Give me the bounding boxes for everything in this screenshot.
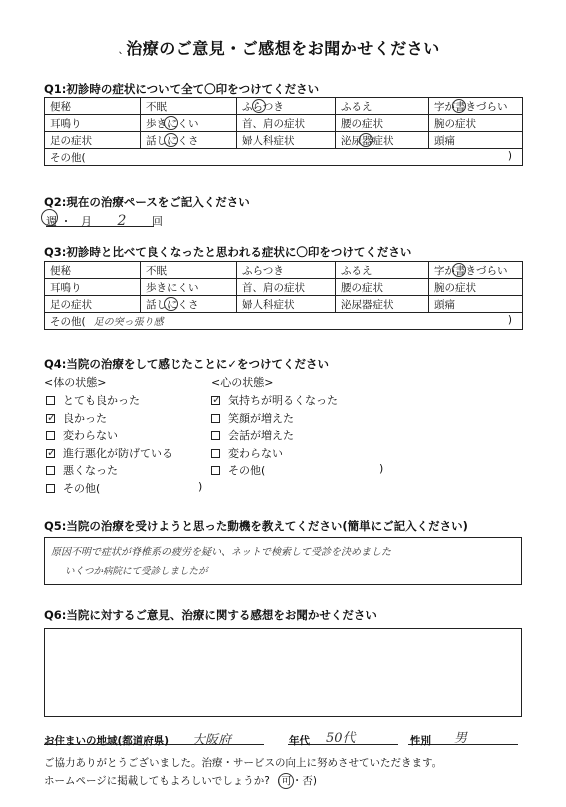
symptom-label: ふらつき <box>242 264 284 277</box>
q2-unit: 回 <box>151 215 163 228</box>
symptom-cell[interactable] <box>45 279 141 296</box>
symptom-cell[interactable] <box>141 279 237 296</box>
q5-answer-box[interactable] <box>44 537 522 585</box>
symptom-label-circled: 歩きにくい <box>146 117 199 130</box>
other-close: ) <box>379 462 384 476</box>
other-close: ) <box>507 314 512 326</box>
checkbox-label: 良かった <box>63 411 107 425</box>
table-row <box>45 296 523 313</box>
age-value[interactable]: 50代 <box>326 731 356 746</box>
symptom-cell[interactable] <box>429 262 523 279</box>
checkbox[interactable] <box>211 431 220 440</box>
q2-selection-circle <box>41 209 58 226</box>
checkbox-item[interactable] <box>211 392 338 408</box>
symptom-label: 不眠 <box>146 100 167 113</box>
checkbox[interactable] <box>46 431 55 440</box>
region-value[interactable]: 大阪府 <box>192 733 232 748</box>
table-row <box>45 115 523 132</box>
q3-heading: Q3:初診時と比べて良くなったと思われる症状に〇印をつけてください <box>44 245 412 259</box>
permission-no[interactable]: 否 <box>302 775 313 787</box>
symptom-label-circled: ふらつき <box>242 100 284 113</box>
symptom-cell[interactable] <box>141 115 237 132</box>
permission-row: ホームページに掲載してもよろしいでしょうか? (可 ・否) <box>44 775 317 787</box>
symptom-label-circled: 話しにくさ <box>146 134 199 147</box>
selection-circle <box>164 116 178 130</box>
symptom-cell[interactable] <box>429 115 523 132</box>
checkbox[interactable] <box>211 449 220 458</box>
selection-circle <box>452 263 466 277</box>
symptom-cell[interactable] <box>141 98 237 115</box>
other-row <box>45 313 523 330</box>
region-label: お住まいの地域(都道府県) <box>44 735 170 747</box>
selection-circle <box>452 99 466 113</box>
symptom-label: 便秘 <box>50 100 71 113</box>
symptom-cell[interactable] <box>45 296 141 313</box>
q2-week[interactable]: 週 <box>46 215 57 228</box>
other-close: ) <box>198 480 203 493</box>
symptom-cell[interactable] <box>237 98 336 115</box>
symptom-cell[interactable] <box>45 115 141 132</box>
symptom-label: 腕の症状 <box>434 117 476 130</box>
symptom-cell[interactable] <box>141 296 237 313</box>
q2-month[interactable]: 月 <box>81 215 92 228</box>
checkbox[interactable] <box>211 466 220 475</box>
checkbox-label: 変わらない <box>228 446 283 460</box>
symptom-cell[interactable] <box>237 262 336 279</box>
q2-pace-line: 週 ・ 月 2 回 <box>46 213 163 229</box>
checkbox-item[interactable] <box>46 427 118 443</box>
permission-yes[interactable]: 可 <box>281 775 292 787</box>
other-cell[interactable] <box>45 149 523 166</box>
symptom-cell[interactable] <box>336 279 429 296</box>
checkbox-item[interactable] <box>211 410 294 426</box>
symptom-cell[interactable] <box>45 262 141 279</box>
permission-question: ホームページに掲載してもよろしいでしょうか? <box>44 775 270 787</box>
checkbox-label: 変わらない <box>63 429 118 443</box>
checkbox-item[interactable] <box>46 480 203 496</box>
symptom-cell[interactable] <box>336 115 429 132</box>
symptom-label: 首、肩の症状 <box>242 117 305 130</box>
symptom-label: 婦人科症状 <box>242 134 295 147</box>
symptom-label: 足の症状 <box>50 134 92 147</box>
selection-circle <box>164 297 178 311</box>
symptom-label-circled: 字が書きづらい <box>434 100 508 113</box>
symptom-label-circled: 話しにくさ <box>146 298 199 311</box>
q4-heading: Q4:当院の治療をして感じたことに✓をつけてください <box>44 357 330 371</box>
page-title: 治療のご意見・ご感想をお聞かせください <box>126 39 440 58</box>
checkbox-item[interactable] <box>211 445 283 461</box>
selection-circle <box>164 133 178 147</box>
symptom-cell[interactable] <box>237 296 336 313</box>
q2-count-value[interactable]: 2 <box>117 213 127 229</box>
q2-underline <box>46 226 154 227</box>
q6-heading: Q6:当院に対するご意見、治療に関する感想をお聞かせください <box>44 608 377 622</box>
symptom-label-circled: 泌尿器症状 <box>341 134 394 147</box>
check-icon: ✓ <box>47 410 57 424</box>
symptom-label: 頭痛 <box>434 134 455 147</box>
symptom-cell[interactable] <box>237 279 336 296</box>
checkbox-label: 会話が増えた <box>228 429 294 443</box>
table-row <box>45 132 523 149</box>
table-row <box>45 98 523 115</box>
checkbox[interactable] <box>46 466 55 475</box>
q1-symptom-table <box>44 97 523 166</box>
checkbox-item[interactable] <box>211 427 294 443</box>
checkbox-label: その他( <box>228 464 266 478</box>
checkbox-label: その他( <box>63 482 101 495</box>
checkbox[interactable] <box>46 484 55 493</box>
symptom-label: 腰の症状 <box>341 117 383 130</box>
checkbox-label: 進行悪化が防げている <box>63 446 173 460</box>
check-icon: ✓ <box>212 393 222 406</box>
other-label: その他( <box>50 316 86 328</box>
symptom-cell[interactable] <box>429 279 523 296</box>
symptom-cell[interactable] <box>429 296 523 313</box>
symptom-label: 首、肩の症状 <box>242 281 305 294</box>
selection-circle <box>252 99 266 113</box>
symptom-label-circled: 字が書きづらい <box>434 264 508 277</box>
checkbox[interactable] <box>211 414 220 423</box>
symptom-cell[interactable] <box>429 98 523 115</box>
check-icon: ✓ <box>47 445 57 459</box>
title-bullet: ˎ <box>118 40 124 54</box>
checkbox-item[interactable] <box>211 462 384 478</box>
other-cell[interactable] <box>45 313 523 330</box>
symptom-label: 歩きにくい <box>146 281 199 294</box>
thanks-text: ご協力ありがとうございました。治療・サービスの向上に努めさせていただきます。 <box>44 757 443 769</box>
gender-label: 性別 <box>410 735 431 747</box>
q4-mind-header: <心の状態> <box>211 376 274 389</box>
q2-heading: Q2:現在の治療ペースをご記入ください <box>44 195 250 209</box>
checkbox-checked[interactable] <box>46 410 57 424</box>
checkbox-label: 笑顔が増えた <box>228 411 294 425</box>
q4-body-header: <体の状態> <box>44 376 107 389</box>
checkbox[interactable] <box>46 396 55 405</box>
checkbox-label: とても良かった <box>63 394 140 407</box>
q6-answer-box[interactable] <box>44 628 522 717</box>
checkbox-item[interactable] <box>46 410 107 426</box>
q1-heading: Q1:初診時の症状について全て〇印をつけてください <box>44 82 320 96</box>
symptom-cell[interactable] <box>336 132 429 149</box>
checkbox-label: 悪くなった <box>63 464 118 478</box>
symptom-cell[interactable] <box>336 98 429 115</box>
checkbox-checked[interactable] <box>46 445 57 459</box>
symptom-label: 腰の症状 <box>341 281 383 294</box>
symptom-cell[interactable] <box>237 115 336 132</box>
symptom-label: 耳鳴り <box>50 281 82 294</box>
symptom-cell[interactable] <box>336 296 429 313</box>
symptom-label: ふるえ <box>341 100 373 113</box>
symptom-cell[interactable] <box>45 132 141 149</box>
symptom-cell[interactable] <box>336 262 429 279</box>
symptom-cell[interactable] <box>429 132 523 149</box>
other-value: 足の突っ張り感 <box>93 317 164 328</box>
table-row <box>45 279 523 296</box>
other-row <box>45 149 523 166</box>
symptom-label: 不眠 <box>146 264 167 277</box>
symptom-label: ふるえ <box>341 264 373 277</box>
checkbox-label: 気持ちが明るくなった <box>228 394 338 407</box>
selection-circle <box>359 133 373 147</box>
checkbox-item[interactable] <box>46 392 140 408</box>
gender-value[interactable]: 男 <box>454 731 468 746</box>
symptom-label: 腕の症状 <box>434 281 476 294</box>
footer-info-row <box>44 731 524 747</box>
symptom-cell[interactable] <box>141 262 237 279</box>
symptom-cell[interactable] <box>141 132 237 149</box>
q3-symptom-table <box>44 261 523 330</box>
symptom-label: 頭痛 <box>434 298 455 311</box>
q5-answer-line2: いくつか病院にて受診しましたが <box>65 566 208 577</box>
symptom-cell[interactable] <box>237 132 336 149</box>
other-close: ) <box>507 150 512 162</box>
age-label: 年代 <box>289 735 310 747</box>
symptom-label: 婦人科症状 <box>242 298 295 311</box>
symptom-cell[interactable] <box>45 98 141 115</box>
symptom-label: 泌尿器症状 <box>341 298 394 311</box>
other-label: その他( <box>50 151 86 164</box>
symptom-label: 便秘 <box>50 264 71 277</box>
q5-answer-line1: 原因不明で症状が脊椎系の疲労を疑い、ネットで検索して受診を決めました <box>51 547 391 558</box>
checkbox-item[interactable] <box>46 445 173 461</box>
checkbox-item[interactable] <box>46 462 118 478</box>
q5-heading: Q5:当院の治療を受けようと思った動機を教えてください(簡単にご記入ください) <box>44 519 468 533</box>
checkbox-checked[interactable] <box>211 393 222 406</box>
symptom-label: 足の症状 <box>50 298 92 311</box>
symptom-label: 耳鳴り <box>50 117 82 130</box>
table-row <box>45 262 523 279</box>
